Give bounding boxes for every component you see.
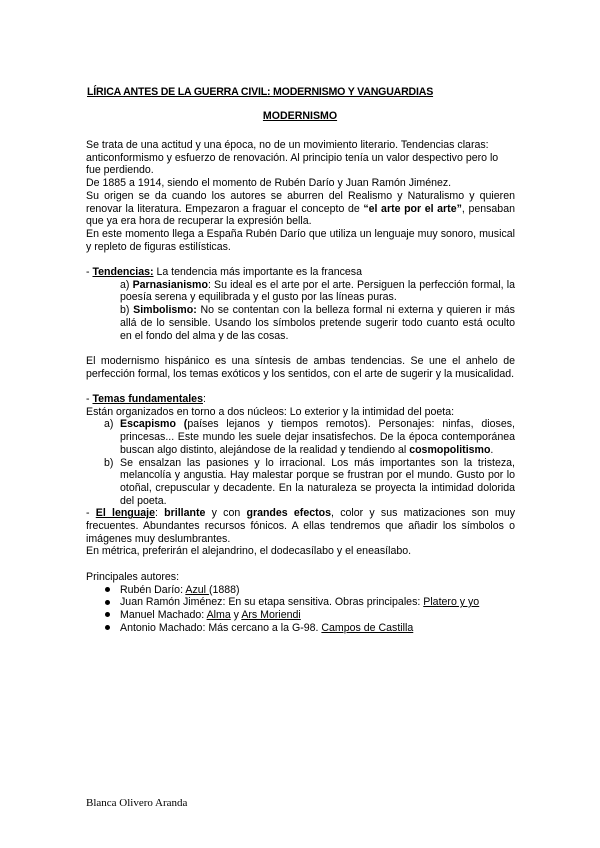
metrica-paragraph: En métrica, preferirán el alejandrino, el dodecasílabo y el eneasílabo.: [86, 545, 412, 558]
list-item: Manuel Machado: Alma y Ars Moriendi: [86, 609, 515, 622]
list-item: Antonio Machado: Más cercano a la G-98. Campos de Castilla: [86, 622, 515, 635]
intro-paragraph-4: En este momento llega a España Rubén Darío que utiliza un lenguaje muy sonoro, musical y repleto de figuras estilísticas.: [86, 227, 515, 253]
temas-list: [86, 418, 515, 507]
autores-heading: Principales autores:: [86, 570, 180, 583]
intro-paragraph-1: Se trata de una actitud y una época, no de un movimiento literario. Tendencias claras: anticonformismo y esfuerzo de renovación. Al principio tenía un valor despectivo pero lo fue perdiendo.: [86, 139, 499, 177]
tendencia-simbolismo: b) Simbolismo: No se contentan con la belleza formal ni externa y quieren ir más allá de lo sensible. Usando los símbolos pretende sugerir todo cuanto está oculto en el fondo del alma y de las cosas.: [120, 304, 515, 342]
list-item: Rubén Darío: Azul (1888): [86, 584, 515, 597]
sintesis-paragraph: El modernismo hispánico es una síntesis de ambas tendencias. Se une el anhelo de perfección formal, los temas exóticos y los sentidos, con el arte de sugerir y la musicalidad.: [86, 354, 515, 380]
tendencias-heading: - Tendencias: La tendencia más importante es la francesa: [86, 266, 362, 279]
list-item: a) Escapismo (países lejanos y tiempos remotos). Personajes: ninfas, dioses, princesas... Este mundo les suele dejar insatisfechos. De la época contemporánea buscan algo distinto, alejándose de la realidad y tendiendo al cosmopolitismo.: [104, 418, 515, 456]
bullet-icon: [105, 625, 110, 630]
document-body: [86, 139, 515, 634]
tendencia-parnasianismo: a) Parnasianismo: Su ideal es el arte por el arte. Persiguen la perfección formal, la poesía serena y equilibrada y el gusto por las líneas puras.: [120, 278, 516, 304]
section-title: MODERNISMO: [262, 110, 338, 122]
intro-paragraph-3: Su origen se da cuando los autores se aburren del Realismo y Naturalismo y quieren renovar la literatura. Empezaron a fraguar el concepto de “el arte por el arte”, pensaban que ya era hora de recuperar la expresión bella.: [86, 189, 515, 228]
intro-paragraph-2: De 1885 a 1914, siendo el momento de Rubén Darío y Juan Ramón Jiménez.: [86, 177, 452, 190]
bullet-icon: [105, 612, 110, 617]
page-title: LÍRICA ANTES DE LA GUERRA CIVIL: MODERNISMO Y VANGUARDIAS: [87, 86, 434, 98]
temas-heading: - Temas fundamentales:: [86, 393, 206, 406]
autores-list: [86, 584, 515, 635]
temas-intro: Están organizados en torno a dos núcleos: Lo exterior y la intimidad del poeta:: [86, 405, 455, 418]
list-item: Juan Ramón Jiménez: En su etapa sensitiva. Obras principales: Platero y yo: [86, 596, 515, 609]
author-footer: Blanca Olivero Aranda: [86, 797, 188, 809]
arte-por-el-arte: “el arte por el arte”: [363, 202, 462, 215]
bullet-icon: [105, 587, 110, 592]
lenguaje-paragraph: - El lenguaje: brillante y con grandes efectos, color y sus matizaciones son muy frecuentes. Abundantes recursos fónicos. A ellas tendremos que añadir los símbolos o imágenes muy deslumbrantes.: [86, 507, 516, 545]
bullet-icon: [105, 600, 110, 605]
list-item: b) Se ensalzan las pasiones y lo irracional. Los más importantes son la tristeza, melancolía y angustia. Hay malestar porque se frustran por el mundo. Gusto por lo otoñal, crepuscular y decadente. En la naturaleza se proyecta la intimidad dolorida del poeta.: [104, 456, 515, 507]
